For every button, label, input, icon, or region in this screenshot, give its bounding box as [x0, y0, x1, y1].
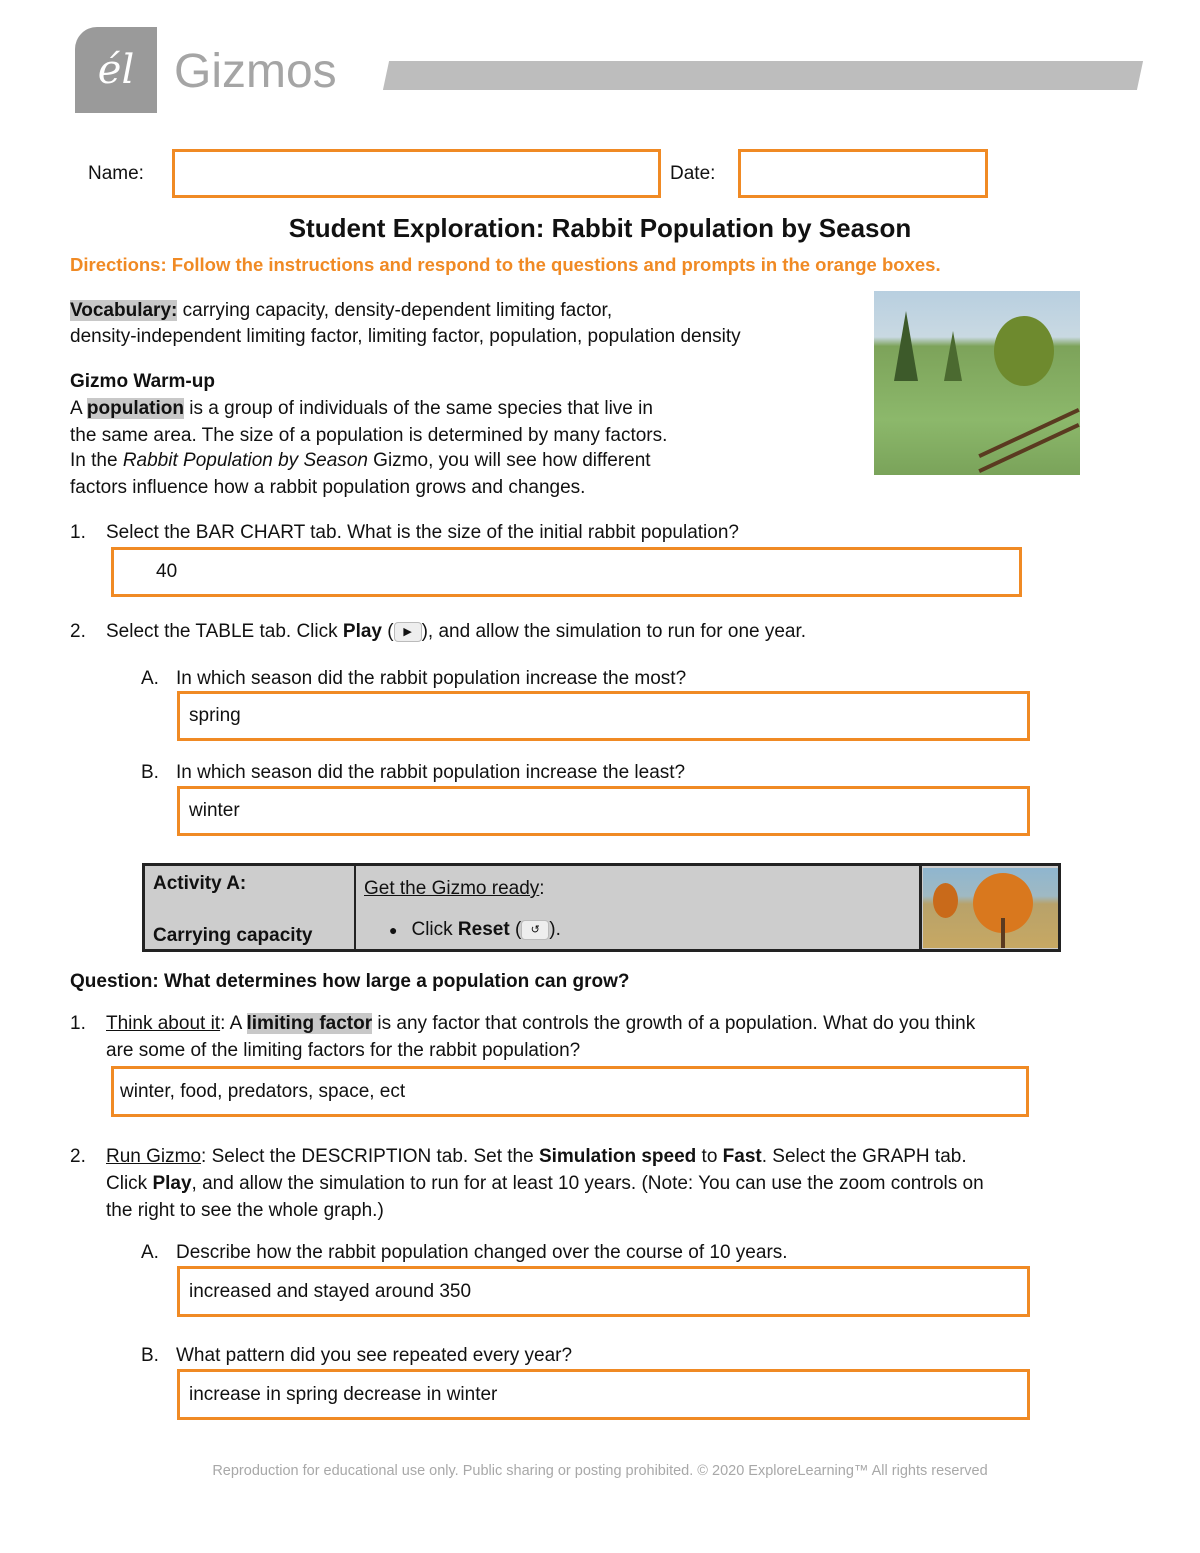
warmup-line-3: In the Rabbit Population by Season Gizmo, you will see how different — [70, 450, 651, 471]
question-text-line-2: Click Play, and allow the simulation to run for at least 10 years. (Note: You can use the zoom controls on — [106, 1173, 984, 1194]
question-text-line-2: are some of the limiting factors for the rabbit population? — [106, 1040, 581, 1061]
directions: Directions: Follow the instructions and respond to the questions and prompts in the orange boxes. — [70, 254, 941, 275]
gizmos-logo — [75, 27, 157, 113]
warmup-line-2: the same area. The size of a population is determined by many factors. — [70, 425, 668, 446]
activity-header-table — [142, 863, 1061, 952]
autumn-tree-image — [923, 868, 1058, 948]
question-number: 1. — [70, 1013, 86, 1034]
question-text-line-3: the right to see the whole graph.) — [106, 1200, 384, 1221]
vocabulary-line-2: density-independent limiting factor, limiting factor, population, population density — [70, 326, 741, 347]
get-ready-heading: Get the Gizmo ready: — [364, 878, 545, 899]
date-field[interactable] — [738, 149, 988, 198]
logo-text: Gizmos — [174, 45, 337, 98]
vocabulary-line-1 — [70, 299, 612, 323]
question-number: 1. — [70, 522, 86, 543]
logo-mark: él — [97, 47, 135, 93]
activity-label: Activity A: — [153, 873, 247, 894]
header-bar — [383, 61, 1143, 90]
warmup-heading: Gizmo Warm-up — [70, 371, 215, 392]
answer-box-most-increase[interactable]: spring — [177, 691, 1030, 741]
question-text-line-1: Think about it: A limiting factor is any factor that controls the growth of a population. What do you think — [106, 1013, 976, 1034]
part-text: In which season did the rabbit population increase the most? — [176, 668, 687, 689]
part-letter: B. — [141, 762, 159, 783]
part-letter: A. — [141, 1242, 159, 1263]
term-population: population — [86, 398, 184, 419]
question-number: 2. — [70, 621, 86, 642]
vocabulary-terms: carrying capacity, density-dependent limiting factor, — [177, 300, 613, 321]
activity-question: Question: What determines how large a population can grow? — [70, 971, 630, 992]
page-title: Student Exploration: Rabbit Population by Season — [288, 213, 912, 243]
question-text: Select the BAR CHART tab. What is the size of the initial rabbit population? — [106, 522, 739, 543]
part-text: Describe how the rabbit population changed over the course of 10 years. — [176, 1242, 788, 1263]
answer-box-population-change[interactable]: increased and stayed around 350 — [177, 1266, 1030, 1317]
answer-box-least-increase[interactable]: winter — [177, 786, 1030, 836]
vocabulary-label: Vocabulary: — [70, 300, 178, 321]
answer-box-initial-population[interactable]: 40 — [111, 547, 1022, 597]
answer-box-limiting-factors[interactable]: winter, food, predators, space, ect — [111, 1066, 1029, 1117]
play-icon: ▶ — [394, 622, 422, 642]
term-limiting-factor: limiting factor — [246, 1013, 373, 1034]
date-label: Date: — [670, 163, 716, 184]
answer-box-yearly-pattern[interactable]: increase in spring decrease in winter — [177, 1369, 1030, 1420]
part-letter: A. — [141, 668, 159, 689]
name-field[interactable] — [172, 149, 661, 198]
rabbit-field-image — [874, 291, 1080, 475]
warmup-line-4: factors influence how a rabbit population grows and changes. — [70, 477, 586, 498]
reset-icon: ↺ — [521, 920, 549, 940]
part-text: In which season did the rabbit population increase the least? — [176, 762, 686, 783]
part-text: What pattern did you see repeated every year? — [176, 1345, 573, 1366]
reset-instruction: ● Click Reset ( ↺ ). — [389, 919, 561, 940]
warmup-line-1: A population is a group of individuals of the same species that live in — [70, 398, 653, 419]
question-number: 2. — [70, 1146, 86, 1167]
footer-copyright: Reproduction for educational use only. Public sharing or posting prohibited. © 2020 ExploreLearning™ All rights reserved — [212, 1463, 988, 1479]
question-text-line-1: Run Gizmo: Select the DESCRIPTION tab. Set the Simulation speed to Fast. Select the GRAPH tab. — [106, 1146, 967, 1167]
part-letter: B. — [141, 1345, 159, 1366]
question-text: Select the TABLE tab. Click Play ( ▶ ), and allow the simulation to run for one year. — [106, 621, 807, 642]
activity-name: Carrying capacity — [153, 925, 313, 946]
name-label: Name: — [88, 163, 144, 184]
